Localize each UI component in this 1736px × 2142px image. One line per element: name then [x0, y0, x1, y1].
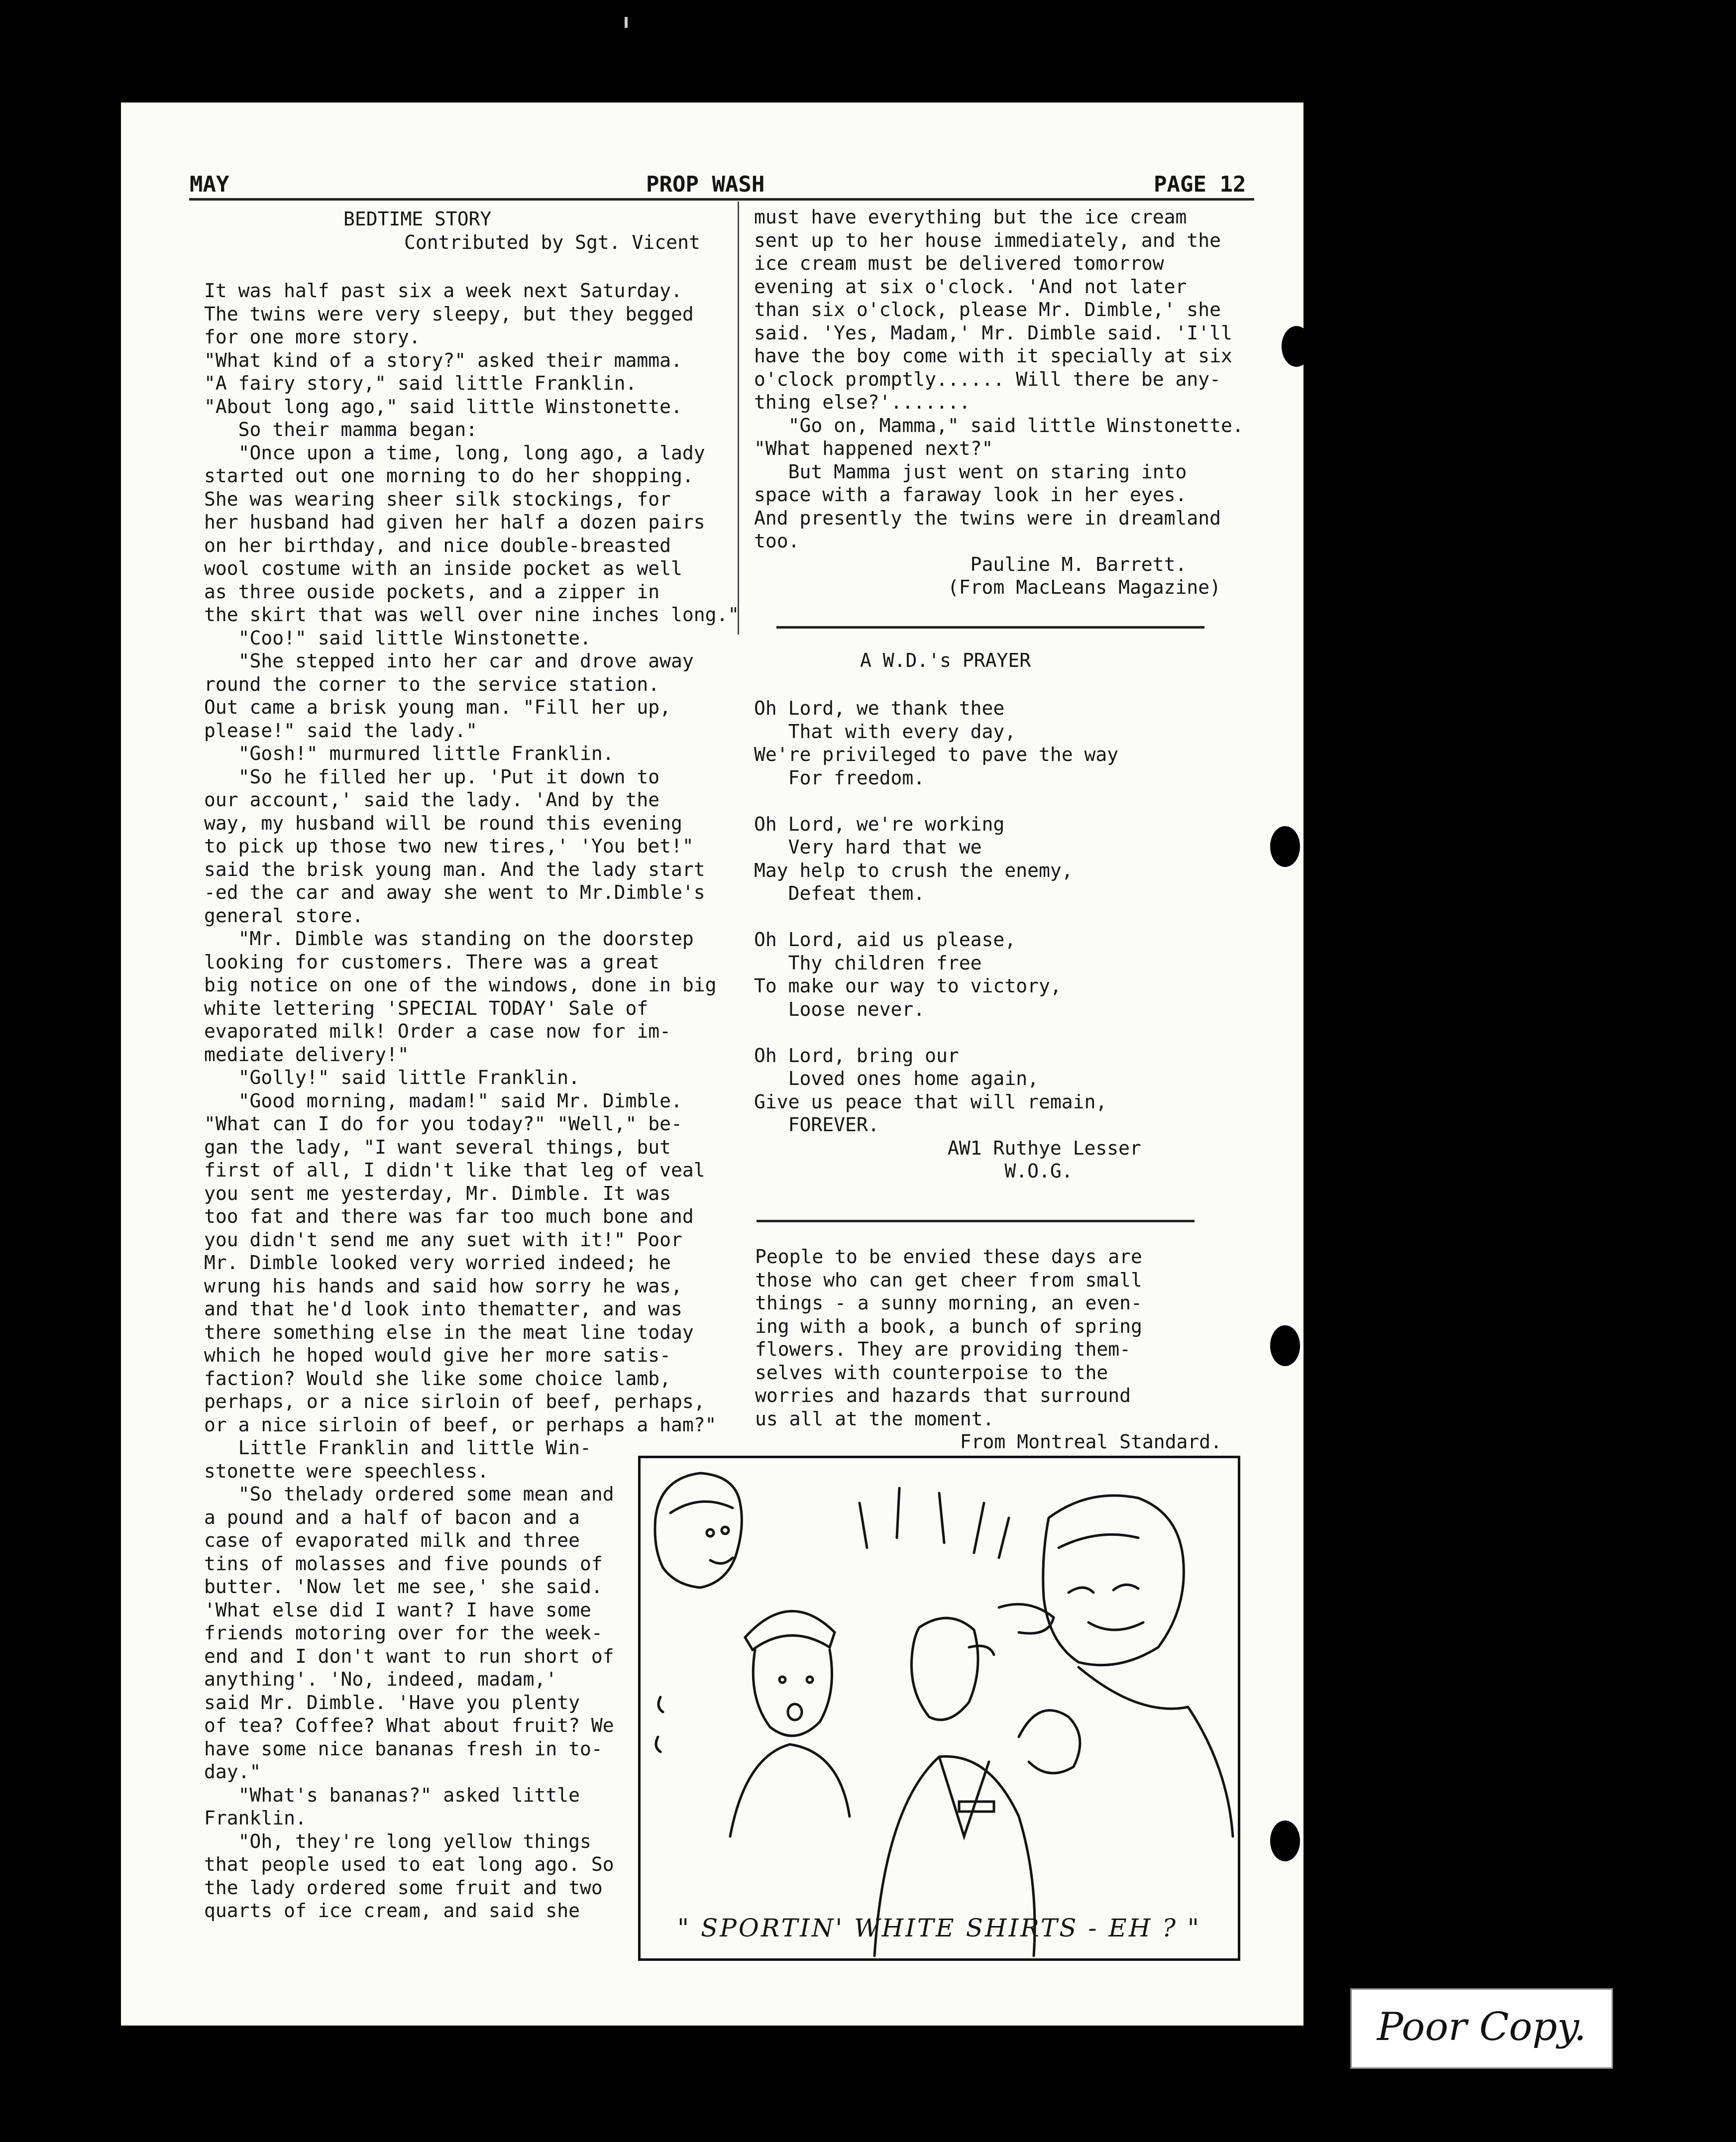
- story-line: which he hoped would give her more satis-: [204, 1344, 671, 1366]
- story-line: please!" said the lady.": [204, 719, 478, 742]
- cartoon-panel: [638, 1456, 1240, 1961]
- story-line: But Mamma just went on staring into: [754, 460, 1187, 483]
- prayer-line: AW1 Ruthye Lesser: [754, 1137, 1141, 1159]
- story-line: 'What else did I want? I have some: [204, 1599, 591, 1621]
- prayer-line: Thy children free: [754, 952, 982, 974]
- prayer-line: Oh Lord, aid us please,: [754, 929, 1016, 951]
- story-line: butter. 'Now let me see,' she said.: [204, 1576, 603, 1598]
- story-line: to pick up those two new tires,' 'You bet!": [204, 835, 694, 857]
- story-line: case of evaporated milk and three: [204, 1529, 580, 1551]
- story-line: the lady ordered some fruit and two: [204, 1876, 603, 1899]
- quote-line: From Montreal Standard.: [755, 1431, 1222, 1453]
- poor-copy-label: Poor Copy.: [1377, 2005, 1587, 2049]
- binder-hole: [1282, 326, 1311, 367]
- story-line: evening at six o'clock. 'And not later: [754, 275, 1187, 298]
- story-line: round the corner to the service station.: [204, 673, 660, 695]
- binder-hole: [1270, 1325, 1300, 1366]
- story-line: gan the lady, "I want several things, but: [204, 1136, 671, 1158]
- story-line: It was half past six a week next Saturday.: [204, 280, 682, 302]
- story-byline: Contributed by Sgt. Vicent: [404, 231, 700, 253]
- story-line: And presently the twins were in dreamland: [754, 507, 1221, 529]
- story-line: first of all, I didn't like that leg of veal: [204, 1159, 705, 1181]
- prayer-line: FOREVER.: [754, 1114, 879, 1136]
- story-line: So their mamma began:: [204, 419, 478, 440]
- story-line: "Once upon a time, long, long ago, a lady: [204, 441, 705, 464]
- story-line: Franklin.: [204, 1807, 307, 1829]
- story-line: Mr. Dimble looked very worried indeed; he: [204, 1252, 671, 1274]
- film-mark: [625, 17, 628, 28]
- story-line: "Gosh!" murmured little Franklin.: [204, 743, 614, 764]
- story-line: the skirt that was well over nine inches long.": [204, 604, 740, 626]
- cartoon-caption: " SPORTIN' WHITE SHIRTS - EH ? ": [677, 1914, 1201, 1942]
- story-line: said Mr. Dimble. 'Have you plenty: [204, 1691, 580, 1714]
- story-line: faction? Would she like some choice lamb,: [204, 1367, 671, 1390]
- story-line: stonette were speechless.: [204, 1460, 489, 1482]
- header-page: PAGE 12: [1154, 172, 1246, 197]
- story-line: friends motoring over for the week-: [204, 1622, 603, 1644]
- binder-hole: [1270, 826, 1300, 867]
- story-line: -ed the car and away she went to Mr.Dimble's: [204, 881, 705, 903]
- story-line: said. 'Yes, Madam,' Mr. Dimble said. 'I'll: [754, 321, 1232, 344]
- story-line: "Mr. Dimble was standing on the doorstep: [204, 928, 694, 950]
- prayer-line: Oh Lord, bring our: [754, 1044, 959, 1067]
- quote-line: flowers. They are providing them-: [755, 1338, 1131, 1360]
- prayer-line: Give us peace that will remain,: [754, 1090, 1107, 1113]
- story-line: Out came a brisk young man. "Fill her up,: [204, 696, 671, 718]
- prayer-line: To make our way to victory,: [754, 975, 1062, 997]
- story-line: white lettering 'SPECIAL TODAY' Sale of: [204, 997, 649, 1019]
- prayer-line: Oh Lord, we thank thee: [754, 697, 1005, 719]
- story-line: as three ouside pockets, and a zipper in: [204, 580, 660, 603]
- story-line: or a nice sirloin of beef, or perhaps a ham?": [204, 1413, 717, 1436]
- story-line: (From MacLeans Magazine): [754, 576, 1221, 598]
- story-line: quarts of ice cream, and said she: [204, 1900, 580, 1922]
- story-line: there something else in the meat line today: [204, 1321, 694, 1343]
- story-line: have some nice bananas fresh in to-: [204, 1737, 603, 1760]
- story-line: of tea? Coffee? What about fruit? We: [204, 1714, 614, 1736]
- story-line: "So thelady ordered some mean and: [204, 1483, 614, 1505]
- story-right-column: [754, 206, 1244, 599]
- story-line: "Coo!" said little Winstonette.: [204, 627, 591, 649]
- binder-hole: [1270, 1821, 1300, 1861]
- story-line: anything'. 'No, indeed, madam,': [204, 1668, 557, 1690]
- prayer-body: [754, 697, 1141, 1183]
- prayer-line: [754, 1021, 1141, 1044]
- story-line: mediate delivery!": [204, 1043, 409, 1066]
- story-line: on her birthday, and nice double-breasted: [204, 534, 671, 556]
- header-title: PROP WASH: [646, 172, 765, 197]
- story-line: you didn't send me any suet with it!" Poor: [204, 1228, 682, 1251]
- quote-line: People to be envied these days are: [755, 1246, 1142, 1268]
- story-line: than six o'clock, please Mr. Dimble,' she: [754, 299, 1221, 321]
- story-line: too.: [754, 530, 800, 552]
- prayer-line: Loved ones home again,: [754, 1068, 1039, 1089]
- story-line: end and I don't want to run short of: [204, 1645, 614, 1667]
- story-line: "Go on, Mamma," said little Winstonette.: [754, 414, 1244, 436]
- header-month: MAY: [190, 172, 229, 197]
- quote-line: things - a sunny morning, an even-: [755, 1292, 1142, 1314]
- story-line: "So he filled her up. 'Put it down to: [204, 765, 660, 788]
- story-line: looking for customers. There was a great: [204, 951, 660, 973]
- story-line: have the boy come with it specially at six: [754, 345, 1232, 367]
- quote-line: those who can get cheer from small: [755, 1269, 1142, 1291]
- quote-line: us all at the moment.: [755, 1407, 994, 1430]
- quote-line: worries and hazards that surround: [755, 1385, 1131, 1406]
- prayer-line: Loose never.: [754, 998, 925, 1020]
- section-rule: [757, 1220, 1194, 1222]
- story-line: "What can I do for you today?" "Well," be-: [204, 1113, 682, 1135]
- story-line: thing else?'.......: [754, 391, 971, 413]
- poor-copy-note: [1350, 1988, 1613, 2069]
- prayer-line: [754, 789, 1141, 813]
- story-line: for one more story.: [204, 326, 421, 348]
- story-line: space with a faraway look in her eyes.: [754, 484, 1187, 506]
- story-line: o'clock promptly...... Will there be any-: [754, 368, 1221, 390]
- story-line: Little Franklin and little Win-: [204, 1437, 591, 1459]
- story-line: She was wearing sheer silk stockings, for: [204, 488, 671, 510]
- story-line: evaporated milk! Order a case now for im-: [204, 1020, 671, 1042]
- story-line: "What happened next?": [754, 437, 993, 459]
- prayer-line: For freedom.: [754, 766, 925, 789]
- prayer-line: Very hard that we: [754, 836, 982, 858]
- story-line: general store.: [204, 904, 364, 927]
- story-line: perhaps, or a nice sirloin of beef, perhaps,: [204, 1391, 705, 1412]
- quote-line: ing with a book, a bunch of spring: [755, 1315, 1142, 1337]
- story-line: wool costume with an inside pocket as well: [204, 557, 682, 579]
- story-line: wrung his hands and said how sorry he was,: [204, 1275, 682, 1297]
- story-line: Pauline M. Barrett.: [754, 553, 1187, 575]
- header-rule: [189, 198, 1254, 201]
- story-line: a pound and a half of bacon and a: [204, 1506, 580, 1528]
- story-line: "She stepped into her car and drove away: [204, 650, 694, 672]
- prayer-line: May help to crush the enemy,: [754, 859, 1073, 881]
- prayer-line: We're privileged to pave the way: [754, 744, 1119, 765]
- story-title: BEDTIME STORY: [343, 208, 492, 230]
- story-line: and that he'd look into thematter, and was: [204, 1298, 682, 1320]
- story-line: day.": [204, 1761, 261, 1783]
- prayer-line: W.O.G.: [754, 1160, 1073, 1182]
- story-line: our account,' said the lady. 'And by the: [204, 789, 660, 811]
- story-line: "A fairy story," said little Franklin.: [204, 372, 637, 394]
- story-line: must have everything but the ice cream: [754, 206, 1187, 228]
- story-line: sent up to her house immediately, and the: [754, 229, 1221, 251]
- story-line: that people used to eat long ago. So: [204, 1853, 614, 1875]
- story-line: "What kind of a story?" asked their mamma.: [204, 349, 682, 371]
- story-line: "Golly!" said little Franklin.: [204, 1067, 580, 1088]
- story-line: you sent me yesterday, Mr. Dimble. It was: [204, 1182, 671, 1204]
- story-line: big notice on one of the windows, done in big: [204, 974, 717, 996]
- prayer-line: Defeat them.: [754, 882, 925, 904]
- story-line: started out one morning to do her shopping.: [204, 465, 694, 487]
- prayer-title: A W.D.'s PRAYER: [860, 649, 1031, 671]
- cartoon-drawing: [641, 1458, 1238, 1958]
- story-line: too fat and there was far too much bone and: [204, 1205, 694, 1227]
- prayer-line: That with every day,: [754, 720, 1016, 743]
- story-line: tins of molasses and five pounds of: [204, 1552, 603, 1575]
- prayer-line: [754, 905, 1141, 929]
- quote-body: [755, 1245, 1222, 1454]
- story-line: her husband had given her half a dozen pairs: [204, 511, 705, 533]
- section-rule: [776, 626, 1204, 629]
- quote-line: selves with counterpoise to the: [755, 1361, 1108, 1384]
- story-line: "Good morning, madam!" said Mr. Dimble.: [204, 1089, 682, 1112]
- story-line: said the brisk young man. And the lady start: [204, 858, 705, 880]
- prayer-line: Oh Lord, we're working: [754, 813, 1005, 835]
- story-line: The twins were very sleepy, but they begged: [204, 303, 694, 325]
- story-line: "About long ago," said little Winstonette.: [204, 395, 682, 418]
- story-line: way, my husband will be round this evening: [204, 812, 682, 834]
- story-line: "What's bananas?" asked little: [204, 1784, 580, 1806]
- story-line: "Oh, they're long yellow things: [204, 1830, 591, 1852]
- story-line: ice cream must be delivered tomorrow: [754, 252, 1164, 274]
